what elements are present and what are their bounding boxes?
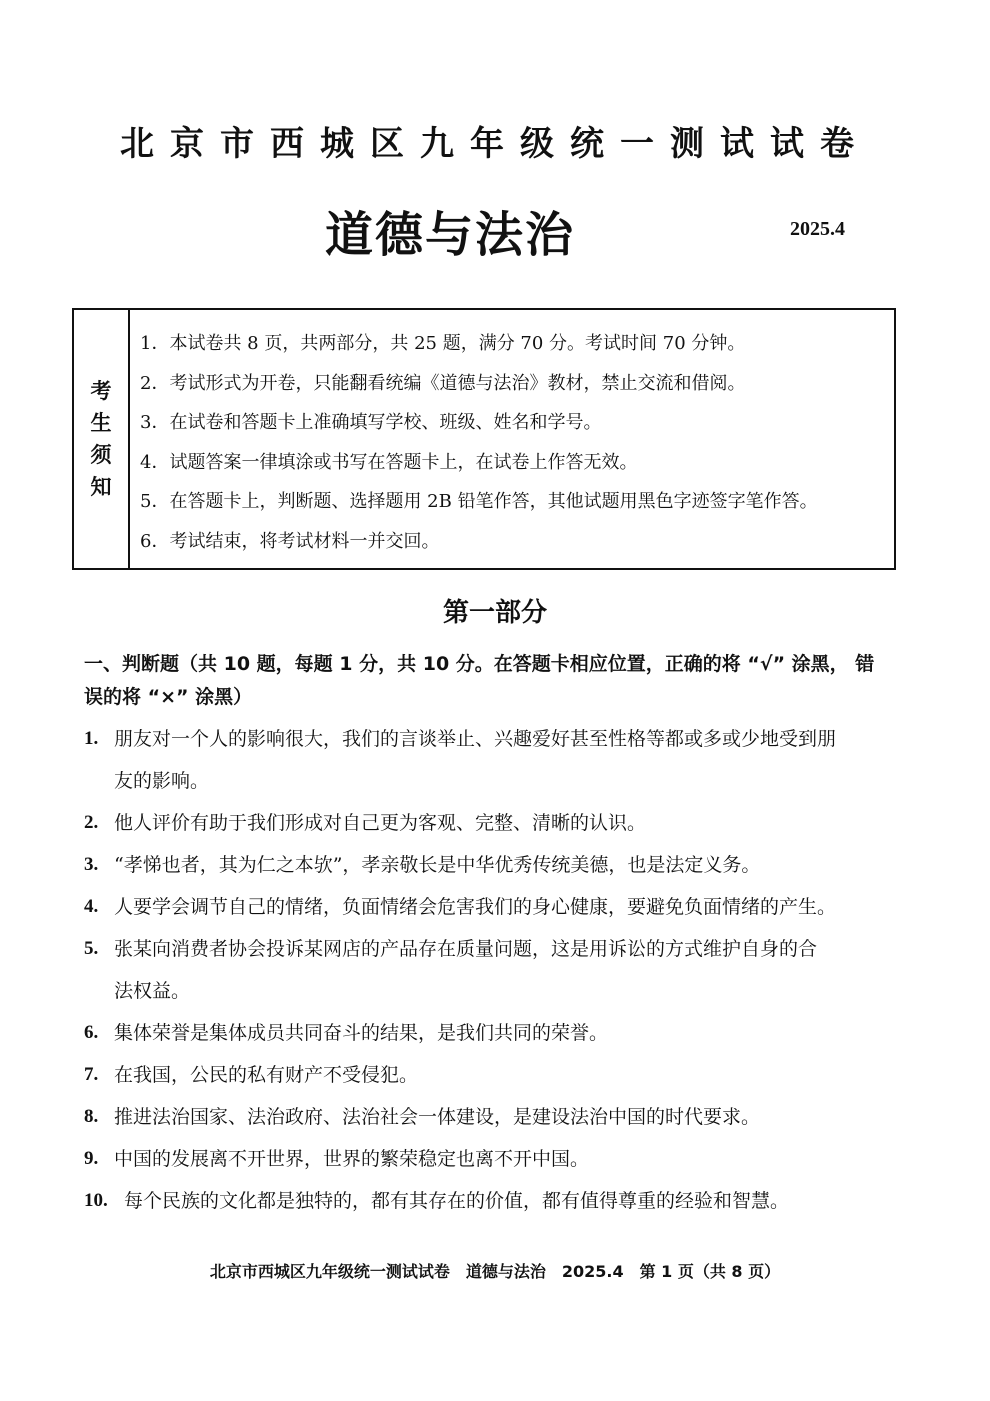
question-number: 8. [84, 1106, 99, 1127]
notice-item: 6．考试结束，将考试材料一并交回。 [140, 530, 440, 552]
notice-label [74, 310, 130, 568]
question-item [84, 1012, 924, 1054]
question-line: 在我国，公民的私有财产不受侵犯。 [114, 1064, 419, 1086]
question-number: 5. [84, 938, 99, 959]
question-number: 10. [84, 1190, 108, 1211]
question-item [84, 718, 924, 802]
section-heading [84, 648, 914, 714]
question-number: 9. [84, 1148, 99, 1169]
question-item [84, 1054, 924, 1096]
question-text [114, 718, 924, 802]
section-heading-line: 误的将 “×” 涂黑） [84, 686, 253, 708]
part-title: 第一部分 [442, 598, 547, 628]
question-text [114, 1054, 924, 1096]
notice-items [130, 310, 894, 568]
question-line: 朋友对一个人的影响很大，我们的言谈举止、兴趣爱好甚至性格等都或多或少地受到朋 [114, 728, 837, 750]
question-line: “孝悌也者，其为仁之本欤”，孝亲敬长是中华优秀传统美德，也是法定义务。 [114, 854, 761, 876]
question-number: 2. [84, 812, 99, 833]
question-line: 每个民族的文化都是独特的，都有其存在的价值，都有值得尊重的经验和智慧。 [124, 1190, 790, 1212]
notice-item: 2．考试形式为开卷，只能翻看统编《道德与法治》教材，禁止交流和借阅。 [140, 372, 746, 394]
question-number: 6. [84, 1022, 99, 1043]
question-line: 中国的发展离不开世界，世界的繁荣稳定也离不开中国。 [114, 1148, 590, 1170]
question-number: 1. [84, 728, 99, 749]
notice-item: 5．在答题卡上，判断题、选择题用 2B 铅笔作答，其他试题用黑色字迹签字笔作答。 [140, 491, 818, 512]
question-item [84, 844, 924, 886]
question-item [84, 1096, 924, 1138]
subject-title: 道德与法治 [324, 207, 575, 263]
question-text [114, 1138, 924, 1180]
question-number: 4. [84, 896, 99, 917]
notice-label-char: 生 [90, 411, 112, 435]
question-item [84, 886, 924, 928]
section-heading-line: 一、判断题（共 10 题，每题 1 分，共 10 分。在答题卡相应位置，正确的将 “√” 涂黑， 错 [84, 653, 875, 675]
notice-label-char: 考 [90, 379, 112, 403]
question-item [84, 1180, 924, 1222]
page-footer: 北京市西城区九年级统一测试试卷 道德与法治 2025.4 第 1 页（共 8 页） [209, 1262, 781, 1281]
notice-item: 1．本试卷共 8 页，共两部分，共 25 题，满分 70 分。考试时间 70 分钟。 [140, 333, 746, 354]
exam-date: 2025.4 [790, 218, 845, 240]
question-text [114, 844, 924, 886]
question-text [114, 886, 924, 928]
question-item [84, 802, 924, 844]
question-line: 推进法治国家、法治政府、法治社会一体建设，是建设法治中国的时代要求。 [114, 1106, 761, 1128]
exam-title: 北京市西城区九年级统一测试试卷 [120, 124, 870, 164]
notice-label-char: 须 [90, 443, 112, 467]
question-text [114, 1096, 924, 1138]
question-line: 张某向消费者协会投诉某网店的产品存在质量问题，这是用诉讼的方式维护自身的合 [114, 938, 818, 960]
question-text [114, 928, 924, 1012]
question-list [84, 718, 924, 1222]
question-item [84, 1138, 924, 1180]
question-text [114, 1012, 924, 1054]
question-number: 7. [84, 1064, 99, 1085]
notice-item: 4．试题答案一律填涂或书写在答题卡上，在试卷上作答无效。 [140, 451, 638, 473]
question-item [84, 928, 924, 1012]
question-number: 3. [84, 854, 99, 875]
candidate-notice-box [72, 308, 896, 570]
question-line: 人要学会调节自己的情绪，负面情绪会危害我们的身心健康，要避免负面情绪的产生。 [114, 896, 837, 918]
question-text [114, 802, 924, 844]
question-line: 集体荣誉是集体成员共同奋斗的结果，是我们共同的荣誉。 [114, 1022, 609, 1044]
question-text [124, 1180, 924, 1222]
question-line: 友的影响。 [114, 770, 210, 792]
notice-label-char: 知 [90, 475, 112, 499]
question-line: 法权益。 [114, 980, 191, 1002]
notice-item: 3．在试卷和答题卡上准确填写学校、班级、姓名和学号。 [140, 412, 602, 433]
question-line: 他人评价有助于我们形成对自己更为客观、完整、清晰的认识。 [114, 812, 647, 834]
